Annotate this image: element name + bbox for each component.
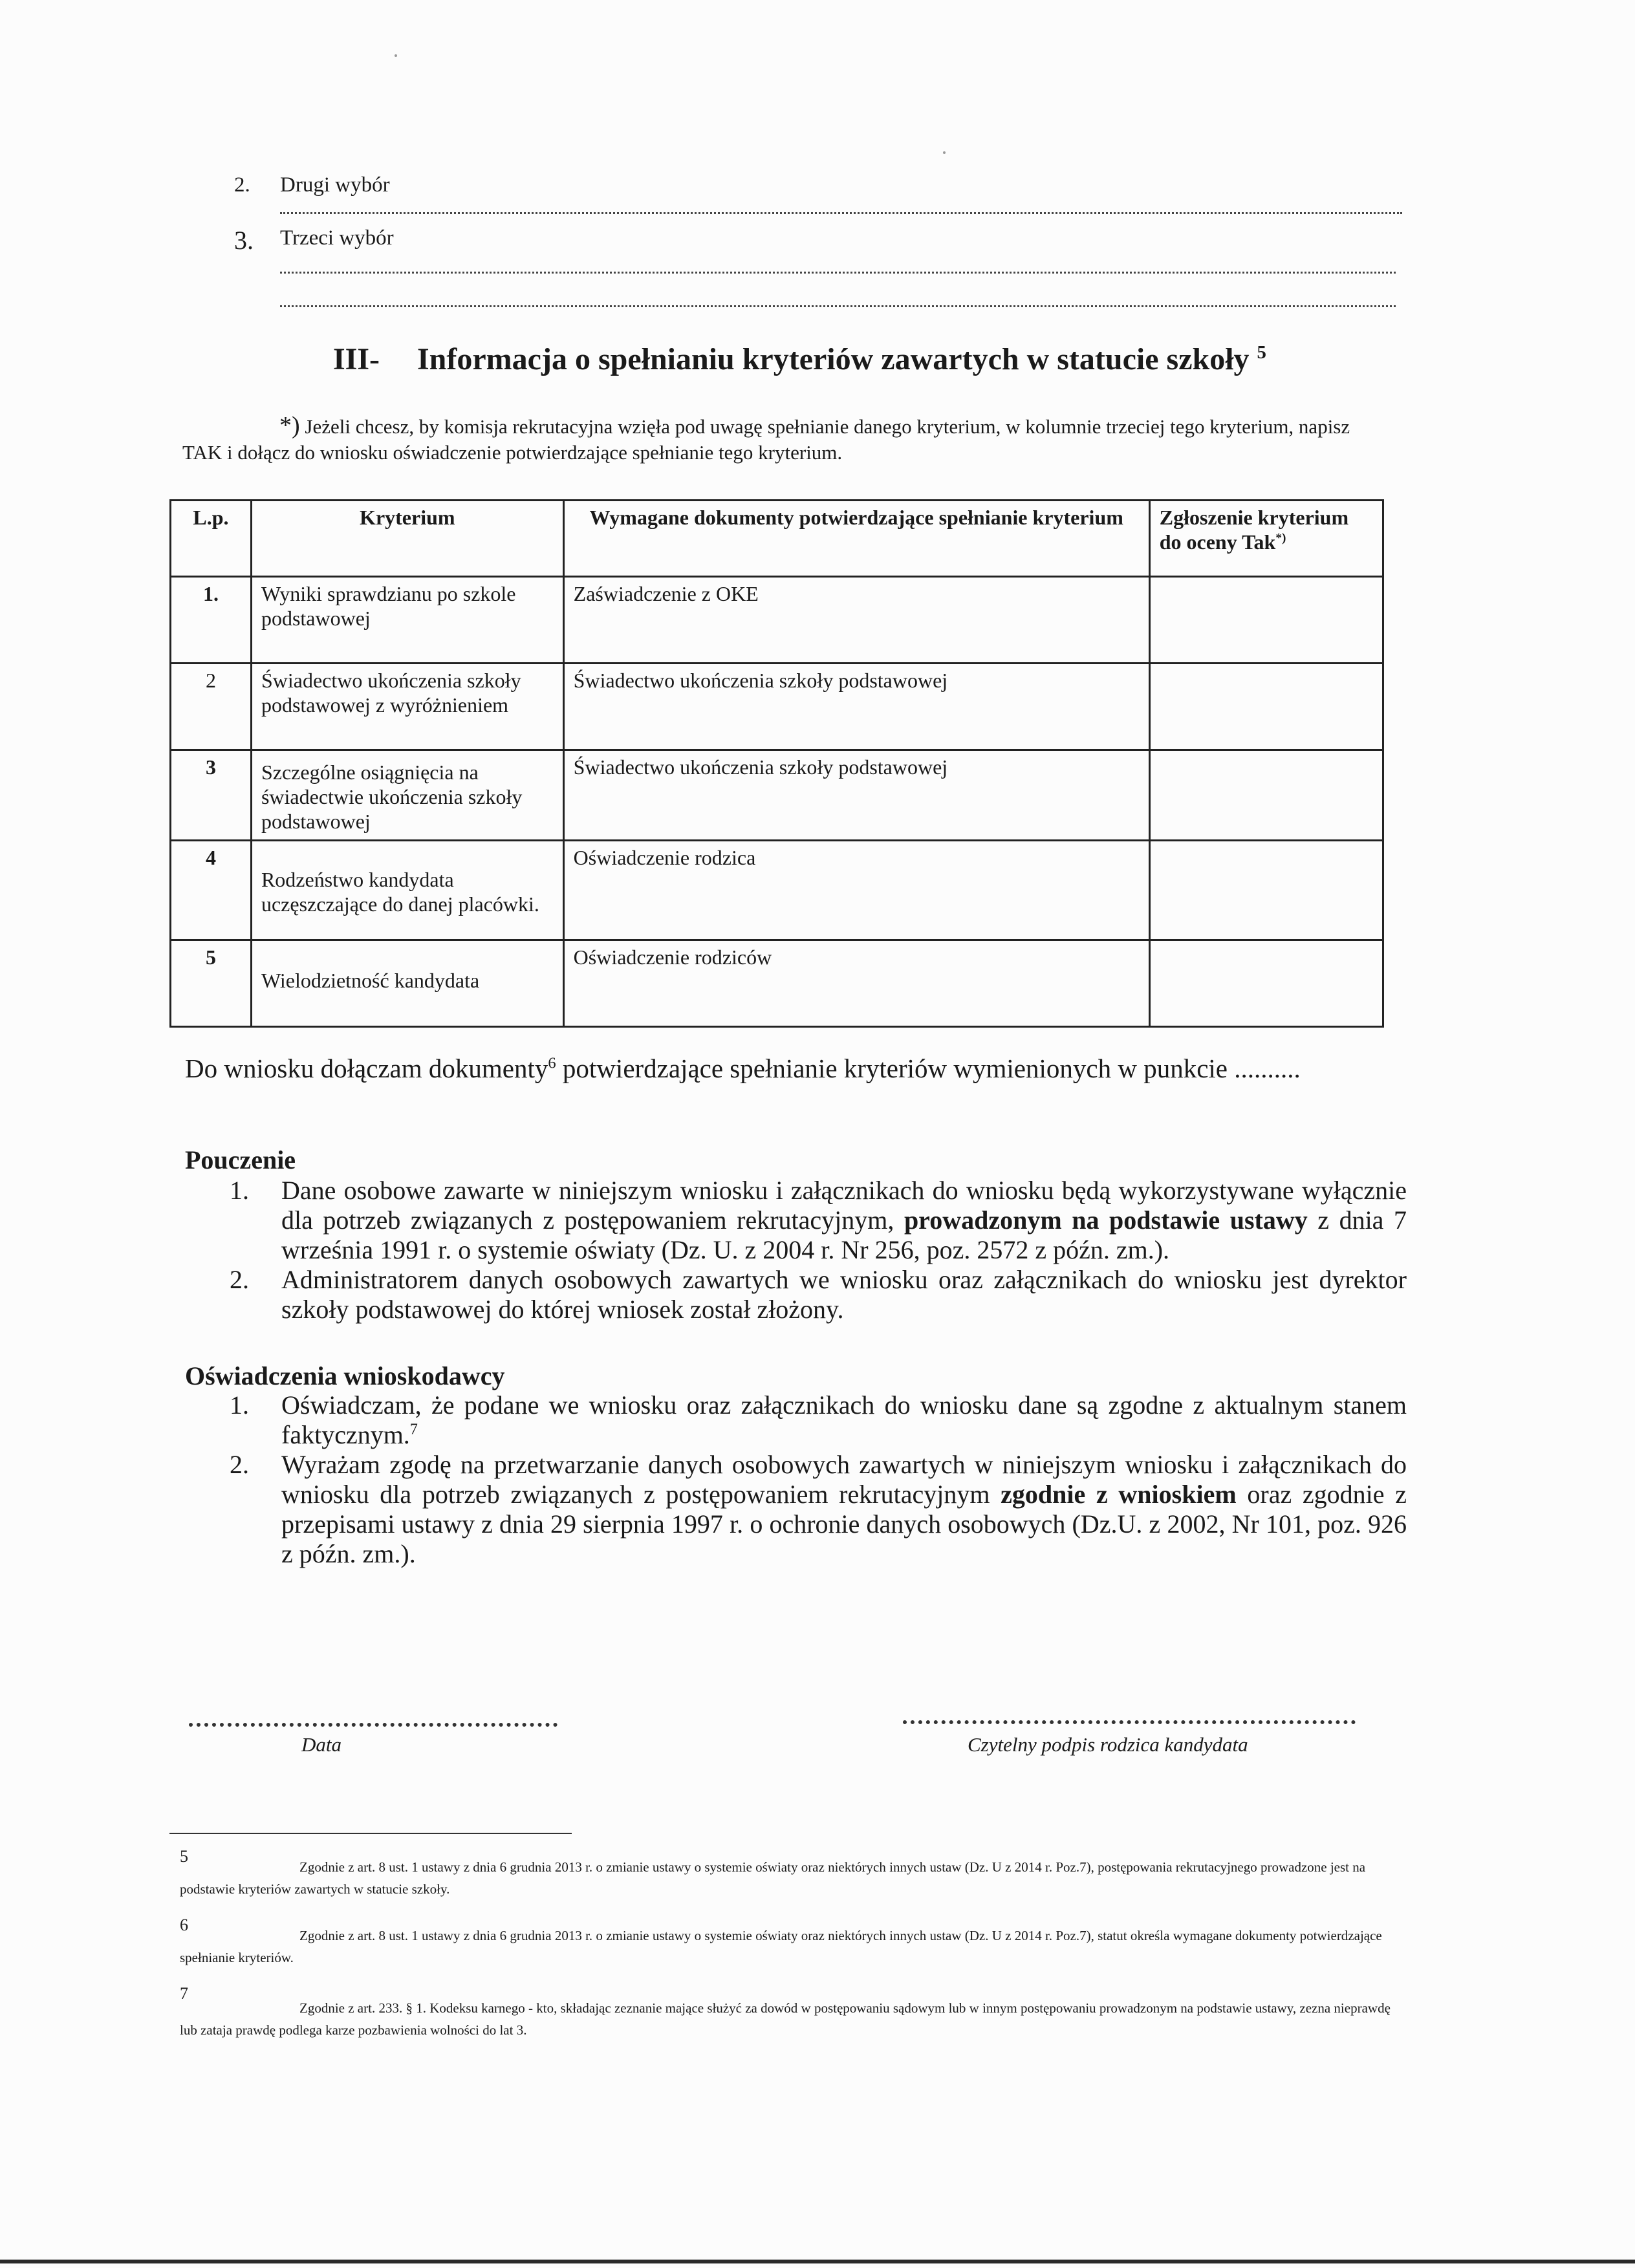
footnote-5-number: 5 (180, 1847, 188, 1866)
choice-2-label: Drugi wybór (280, 173, 390, 197)
pouczenie-heading: Pouczenie (185, 1145, 296, 1174)
choice-3-fill-line-1[interactable] (280, 272, 1396, 274)
date-label: Data (301, 1733, 341, 1756)
section-heading (333, 341, 1266, 377)
row-5-zgloszenie-cell[interactable] (1149, 940, 1383, 1027)
row-2-lp: 2 (171, 664, 252, 750)
pouczenie-list (230, 1176, 1407, 1324)
row-4-lp: 4 (171, 841, 252, 940)
attachment-statement (185, 1053, 1301, 1084)
table-row (171, 577, 1383, 664)
note-star: *) (279, 412, 300, 439)
footnote-6-text: Zgodnie z art. 8 ust. 1 ustawy z dnia 6 grudnia 2013 r. o zmianie ustawy o systemie oświaty oraz niektórych innych ustaw (Dz. U z 2014 r. Poz.7), statut określa wymagane dokumenty potwierdzające spełnianie kryteriów. (180, 1928, 1382, 1965)
row-4-zgloszenie-cell[interactable] (1149, 841, 1383, 940)
table-header-row (171, 501, 1383, 577)
row-1-dokument: Zaświadczenie z OKE (563, 577, 1149, 664)
footnote-7-text: Zgodnie z art. 233. § 1. Kodeksu karnego - kto, składając zeznanie mające służyć za dowód w postępowaniu sądowym lub w innym postępowaniu prowadzonym na podstawie ustawy, zezna nieprawdę lub zataja prawdę podlega karze pozbawienia wolności do lat 3. (180, 2000, 1391, 2038)
section-number: III- (333, 342, 380, 376)
date-signature-line[interactable] (189, 1723, 558, 1727)
oswiadczenia-list (230, 1390, 1407, 1569)
attach-footnote-ref: 6 (548, 1054, 556, 1072)
note-text: Jeżeli chcesz, by komisja rekrutacyjna wzięła pod uwagę spełnianie danego kryterium, w kolumnie trzeciej tego kryterium, napisz TAK i dołącz do wniosku oświadczenie potwierdzające spełnianie tego kryterium. (182, 415, 1350, 464)
scan-speck (395, 54, 397, 57)
choice-3-label: Trzeci wybór (280, 226, 394, 250)
pouczenie-item-2-text: Administratorem danych osobowych zawartych we wniosku oraz załącznikach do wniosku jest dyrektor szkoły podstawowej do której wniosek został złożony. (281, 1265, 1407, 1324)
table-row (171, 750, 1383, 841)
row-1-zgloszenie-cell[interactable] (1149, 577, 1383, 664)
parent-signature-line[interactable] (903, 1720, 1356, 1724)
row-3-dokument: Świadectwo ukończenia szkoły podstawowej (563, 750, 1149, 841)
oswiadczenia-heading: Oświadczenia wnioskodawcy (185, 1361, 505, 1390)
pouczenie-item-1-number: 1. (230, 1176, 249, 1205)
parent-signature-label: Czytelny podpis rodzica kandydata (968, 1733, 1248, 1756)
attach-text-before: Do wniosku dołączam dokumenty (185, 1053, 548, 1083)
oswiadczenia-item-2-text-b: oraz zgodnie z przepisami ustawy z dnia 29 sierpnia 1997 r. o ochronie danych osobowych (Dz.U. z 2002, Nr 101, poz. 926 z późn. zm.). (281, 1480, 1407, 1568)
attach-text-after: potwierdzające spełnianie kryteriów wymienionych w punkcie .......... (556, 1053, 1301, 1083)
table-row (171, 841, 1383, 940)
footnote-5 (180, 1856, 1402, 1900)
choice-3-fill-line-2[interactable] (280, 305, 1396, 307)
row-2-kryterium: Świadectwo ukończenia szkoły podstawowej z wyróżnieniem (251, 664, 563, 750)
choice-2-number: 2. (234, 173, 250, 197)
row-4-dokument: Oświadczenie rodzica (563, 841, 1149, 940)
pouczenie-item-1-text-a: Dane osobowe zawarte w niniejszym wniosku i załącznikach do wniosku będą wykorzystywane wyłącznie dla potrzeb związanych z postępowaniem rekrutacyjnym, (281, 1176, 1407, 1235)
header-zgloszenie-mark: *) (1275, 531, 1286, 545)
criteria-table (169, 499, 1384, 1028)
oswiadczenia-item-2-text-a: Wyrażam zgodę na przetwarzanie danych osobowych zawartych w niniejszym wniosku i załącznikach do wniosku dla potrzeb związanych z postępowaniem rekrutacyjnym (281, 1450, 1407, 1509)
row-5-lp: 5 (171, 940, 252, 1027)
scan-bottom-edge (0, 2260, 1635, 2263)
oswiadczenia-item-1 (230, 1390, 1407, 1450)
oswiadczenia-item-1-text: Oświadczam, że podane we wniosku oraz załącznikach do wniosku dane są zgodne z aktualnym stanem faktycznym. (281, 1390, 1407, 1449)
row-3-kryterium: Szczególne osiągnięcia na świadectwie ukończenia szkoły podstawowej (251, 750, 563, 841)
row-5-kryterium: Wielodzietność kandydata (251, 940, 563, 1027)
footnote-6 (180, 1925, 1402, 1969)
oswiadczenia-item-2 (230, 1450, 1407, 1569)
choice-3-number: 3. (234, 226, 254, 255)
header-kryterium: Kryterium (251, 501, 563, 577)
footnote-5-text: Zgodnie z art. 8 ust. 1 ustawy z dnia 6 grudnia 2013 r. o zmianie ustawy o systemie oświaty oraz niektórych innych ustaw (Dz. U z 2014 r. Poz.7), postępowania rekrutacyjnego prowadzone jest na podstawie kryteriów zawartych w statucie szkoły. (180, 1859, 1366, 1897)
footnote-7-number: 7 (180, 1984, 188, 2003)
row-1-kryterium: Wyniki sprawdzianu po szkole podstawowej (251, 577, 563, 664)
pouczenie-item-1 (230, 1176, 1407, 1265)
section-footnote-ref: 5 (1257, 342, 1266, 363)
row-5-dokument: Oświadczenie rodziców (563, 940, 1149, 1027)
row-1-lp: 1. (171, 577, 252, 664)
header-zgloszenie-text: Zgłoszenie kryterium do oceny Tak (1159, 506, 1349, 554)
choice-2-fill-line[interactable] (280, 212, 1402, 214)
instruction-note (182, 413, 1385, 466)
row-3-lp: 3 (171, 750, 252, 841)
header-lp: L.p. (171, 501, 252, 577)
pouczenie-item-1-bold: prowadzonym na podstawie ustawy (904, 1205, 1308, 1235)
oswiadczenia-item-1-number: 1. (230, 1390, 249, 1420)
table-row (171, 664, 1383, 750)
table-row (171, 940, 1383, 1027)
row-3-zgloszenie-cell[interactable] (1149, 750, 1383, 841)
pouczenie-item-2-number: 2. (230, 1265, 249, 1294)
header-dokumenty: Wymagane dokumenty potwierdzające spełnianie kryterium (563, 501, 1149, 577)
footnote-6-number: 6 (180, 1916, 188, 1934)
header-zgloszenie (1149, 501, 1383, 577)
row-4-kryterium: Rodzeństwo kandydata uczęszczające do danej placówki. (251, 841, 563, 940)
oswiadczenia-item-1-ref: 7 (409, 1421, 418, 1438)
footnote-separator (169, 1833, 572, 1834)
oswiadczenia-item-2-bold: zgodnie z wnioskiem (1001, 1480, 1237, 1509)
footnote-7 (180, 1997, 1402, 2041)
row-2-dokument: Świadectwo ukończenia szkoły podstawowej (563, 664, 1149, 750)
oswiadczenia-item-2-number: 2. (230, 1450, 249, 1479)
section-title: Informacja o spełnianiu kryteriów zawartych w statucie szkoły (417, 342, 1250, 376)
pouczenie-item-2 (230, 1265, 1407, 1324)
scan-speck (943, 151, 946, 154)
row-2-zgloszenie-cell[interactable] (1149, 664, 1383, 750)
pouczenie-item-1-text-b: z dnia 7 września 1991 r. o systemie oświaty (Dz. U. z 2004 r. Nr 256, poz. 2572 z późn. zm.). (281, 1205, 1407, 1264)
